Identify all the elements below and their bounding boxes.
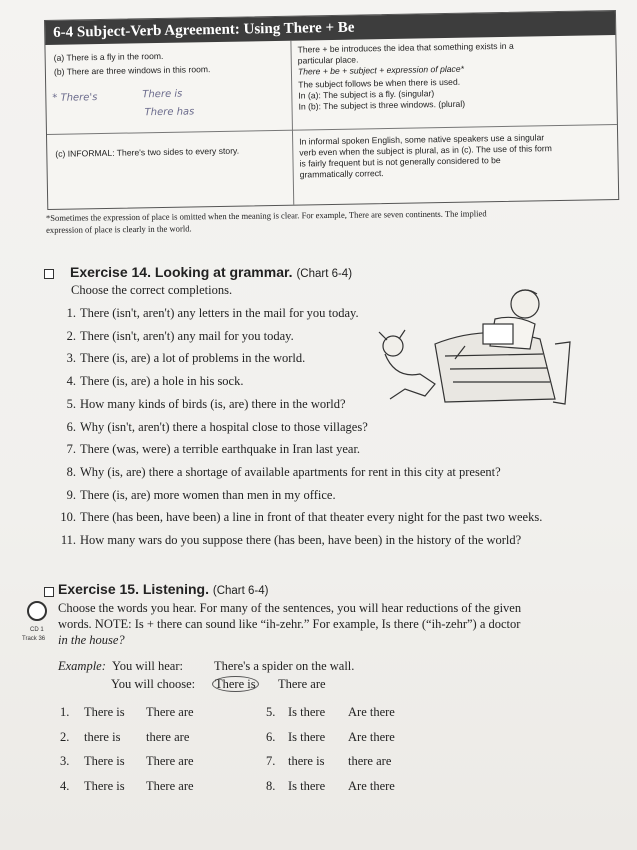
- listening-choice-a[interactable]: There is: [84, 754, 125, 768]
- item-number: 11.: [60, 533, 76, 547]
- chart-expl-2c: In (b): The subject is three windows. (plural): [298, 98, 466, 112]
- example-choose-label: You will choose:: [111, 677, 196, 691]
- chart-expl-3a: In informal spoken English, some native speakers use a singular: [299, 132, 545, 147]
- exercise-15-instruction-1: Choose the words you hear. For many of the sentences, you will hear reductions of the given: [58, 601, 522, 615]
- listening-item-number: 6.: [266, 729, 276, 744]
- item-number: 7.: [66, 442, 76, 457]
- exercise-14-item[interactable]: [56, 420, 368, 435]
- example-option-1[interactable]: There is: [212, 676, 259, 692]
- chart-example-c: (c) INFORMAL: There's two sides to every story.: [55, 145, 240, 159]
- chart-expl-3b: verb even when the subject is plural, as in (c). The use of this form: [299, 143, 552, 158]
- exercise-14-title-text: Exercise 14. Looking at grammar.: [70, 264, 293, 280]
- example-sentence: There's a spider on the wall.: [214, 659, 355, 673]
- listening-item-number: 2.: [60, 729, 70, 744]
- example-option-2[interactable]: There are: [278, 677, 326, 691]
- handwritten-note-theres: * There's: [52, 92, 98, 104]
- exercise-14-title: [70, 264, 352, 280]
- item-text: Why (isn't, aren't) there a hospital close to those villages?: [80, 419, 368, 434]
- item-text: There (is, are) a lot of problems in the world.: [80, 351, 306, 366]
- listening-choice-a[interactable]: there is: [84, 729, 121, 744]
- track-label: Track 36: [22, 636, 46, 642]
- listening-choice-a[interactable]: there is: [288, 754, 325, 768]
- chart-column-divider: [290, 41, 294, 205]
- item-text: How many wars do you suppose there (has been, have been) in the history of the world?: [80, 533, 522, 547]
- exercise-15-title-text: Exercise 15. Listening.: [58, 581, 209, 597]
- listening-choice-a[interactable]: There is: [84, 705, 125, 719]
- chart-example-a: (a) There is a fly in the room.: [53, 50, 164, 63]
- item-text: There (isn't, aren't) any letters in the mail for you today.: [80, 306, 359, 320]
- item-text: There (was, were) a terrible earthquake in Iran last year.: [80, 442, 361, 457]
- item-text: There (has been, have been) a line in front of that theater every night for the past two weeks.: [80, 510, 543, 525]
- listening-item-number: 3.: [60, 754, 70, 768]
- chart-expl-1c: There + be + subject + expression of place*: [297, 63, 465, 77]
- exercise-14-item[interactable]: [56, 329, 294, 344]
- item-number: 6.: [66, 419, 76, 434]
- item-text: There (is, are) more women than men in my office.: [80, 487, 336, 502]
- chart-footnote: [46, 206, 606, 236]
- item-number: 2.: [66, 328, 76, 343]
- man-reading-mail-illustration: [365, 284, 575, 409]
- listening-choice-b[interactable]: There are: [146, 778, 194, 793]
- grammar-chart: [44, 10, 619, 210]
- chart-expl-2b: In (a): The subject is a fly. (singular): [298, 88, 435, 101]
- listening-item-number: 8.: [266, 778, 276, 793]
- chart-expl-3c: is fairly frequent but is not generally considered to be: [299, 155, 501, 169]
- item-number: 10.: [60, 510, 76, 525]
- listening-choice-a[interactable]: Is there: [288, 778, 326, 793]
- exercise-14-item[interactable]: [56, 488, 336, 503]
- item-number: 5.: [66, 396, 76, 411]
- chart-expl-1a: There + be introduces the idea that something exists in a: [297, 40, 514, 55]
- item-text: There (isn't, aren't) any mail for you today.: [80, 328, 294, 343]
- exercise-14-item[interactable]: [56, 351, 305, 366]
- example-option-selected[interactable]: [212, 677, 259, 692]
- item-number: 4.: [66, 374, 76, 389]
- cd-label: CD 1: [30, 627, 44, 633]
- listening-choice-b[interactable]: Are there: [348, 705, 395, 719]
- exercise-15-checkbox[interactable]: [44, 587, 54, 597]
- listening-choice-b[interactable]: there are: [146, 729, 190, 744]
- exercise-14-item[interactable]: [56, 374, 243, 389]
- listening-choice-a[interactable]: Is there: [288, 729, 326, 744]
- handwritten-note-there-has: There has: [144, 106, 195, 119]
- handwritten-note-there-is: There is: [142, 88, 183, 101]
- exercise-14-item[interactable]: [56, 306, 359, 321]
- exercise-14-item[interactable]: [56, 510, 542, 525]
- item-text: How many kinds of birds (is, are) there in the world?: [80, 396, 346, 411]
- audio-cd-icon[interactable]: [27, 601, 47, 621]
- item-number: 8.: [66, 464, 76, 479]
- exercise-14-item[interactable]: [56, 397, 346, 412]
- listening-choice-b[interactable]: There are: [146, 754, 194, 768]
- listening-item-number: 4.: [60, 778, 70, 793]
- listening-choice-a[interactable]: There is: [84, 778, 125, 793]
- item-text: There (is, are) a hole in his sock.: [80, 374, 244, 389]
- exercise-15-instruction-3: in the house?: [58, 633, 125, 647]
- exercise-14-item[interactable]: [56, 533, 521, 548]
- footnote-line-1: *Sometimes the expression of place is omitted when the meaning is clear. For example, There are seven continents. The implied: [45, 208, 487, 223]
- footnote-line-2: expression of place is clearly in the world.: [46, 223, 192, 235]
- exercise-15-ref: (Chart 6-4): [212, 585, 269, 597]
- listening-item-number: 1.: [60, 705, 70, 719]
- item-number: 3.: [66, 351, 76, 366]
- exercise-14-ref: (Chart 6-4): [296, 268, 353, 280]
- exercise-14-checkbox[interactable]: [44, 269, 54, 279]
- listening-choice-b[interactable]: There are: [146, 705, 194, 719]
- chart-expl-1b: particular place.: [297, 54, 359, 66]
- chart-expl-2a: The subject follows be when there is used.: [298, 76, 461, 90]
- chart-expl-3d: grammatically correct.: [299, 168, 384, 180]
- listening-choice-b[interactable]: Are there: [348, 729, 395, 744]
- chart-example-b: (b) There are three windows in this room.: [53, 64, 211, 77]
- exercise-15-title: [58, 581, 268, 597]
- item-number: 9.: [66, 487, 76, 502]
- exercise-14-item[interactable]: [56, 465, 501, 480]
- listening-choice-a[interactable]: Is there: [288, 705, 326, 719]
- listening-choice-b[interactable]: Are there: [348, 778, 395, 793]
- exercise-15-instruction-2: words. NOTE: Is + there can sound like “ih-zehr.” For example, Is there (“ih-zehr”) a doctor: [58, 617, 521, 631]
- exercise-14-item[interactable]: [56, 442, 360, 457]
- listening-item-number: 5.: [266, 705, 276, 719]
- listening-item-number: 7.: [266, 754, 276, 768]
- item-number: 1.: [66, 306, 76, 320]
- example-label: Example:: [58, 659, 106, 673]
- exercise-14-instruction: Choose the correct completions.: [71, 283, 233, 297]
- chart-header: 6-4 Subject-Verb Agreement: Using There + Be: [45, 11, 615, 45]
- listening-choice-b[interactable]: there are: [348, 754, 392, 768]
- example-hear-label: You will hear:: [112, 659, 183, 673]
- item-text: Why (is, are) there a shortage of available apartments for rent in this city at present?: [80, 464, 501, 479]
